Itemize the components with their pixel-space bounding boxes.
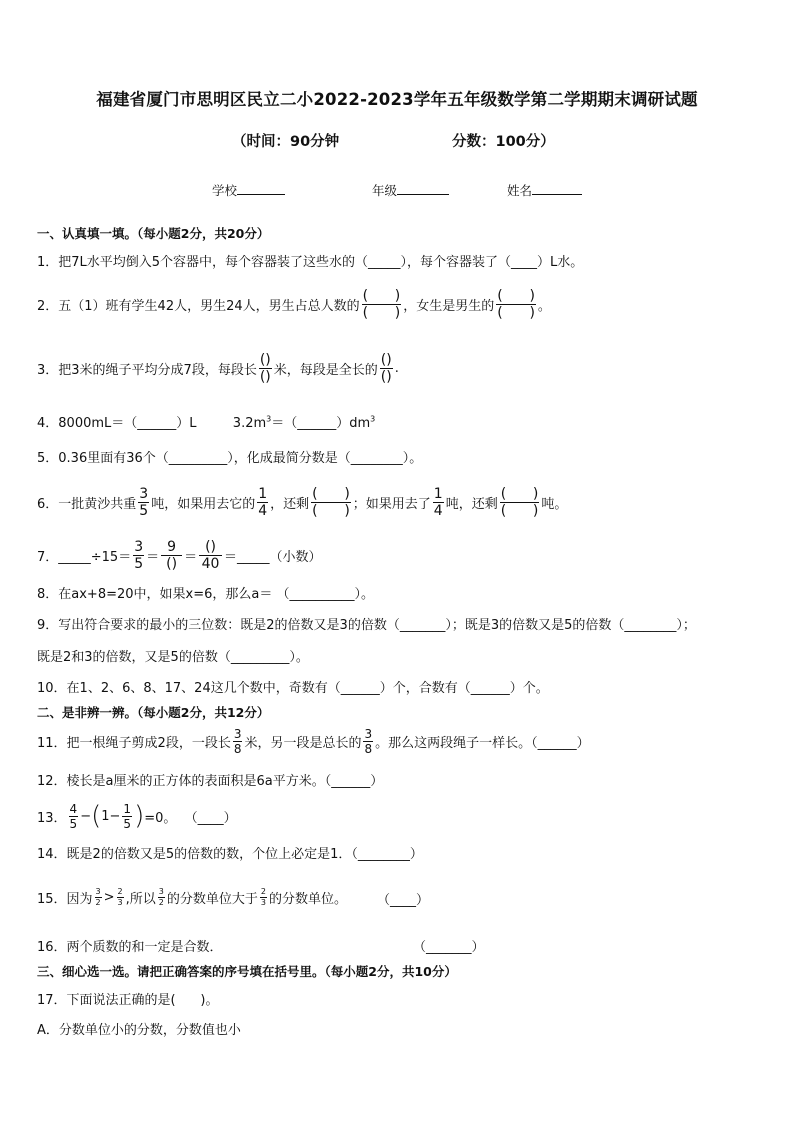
- q13-one-minus: 1−: [101, 808, 121, 824]
- name-blank[interactable]: [532, 182, 582, 195]
- q13-text-b: =0。 （____）: [144, 810, 237, 826]
- question-11: [37, 724, 590, 758]
- q15-fraction-2-3: $\frac{2}{3}$: [117, 886, 123, 907]
- q13-fraction-4-5: $\frac{4}{5}$: [69, 801, 78, 831]
- question-12: 12．棱长是a厘米的正方体的表面积是6a平方米。（______）: [37, 774, 384, 789]
- exam-score: 分数：100分）: [452, 134, 555, 150]
- q2-text-c: 。: [537, 298, 551, 314]
- q3-fraction-2: $\frac{()}{()}$: [380, 351, 392, 385]
- q6-text-f: 吨。: [541, 496, 568, 512]
- question-16: 16．两个质数的和一定是合数．: [37, 940, 223, 955]
- question-2: [37, 284, 551, 324]
- q2-fraction-1: $\frac{( )}{( )}$: [362, 287, 401, 321]
- q3-text-b: 米，每段是全长的: [273, 362, 378, 378]
- question-7: [37, 537, 322, 573]
- q2-fraction-2: $\frac{( )}{( )}$: [497, 287, 535, 321]
- question-15: [37, 882, 347, 912]
- q2-text-b: ，女生是男生的: [403, 298, 495, 314]
- q13-label: 13．: [37, 810, 67, 826]
- question-17: 17．下面说法正确的是( )。: [37, 993, 219, 1008]
- q15-text-b: ,所以: [125, 891, 156, 907]
- q6-text-b: 吨，如果用去它的: [151, 496, 256, 512]
- q11-fraction-2: $\frac{3}{8}$: [364, 726, 373, 756]
- q7-text-b: ＝_____（小数）: [224, 549, 322, 565]
- q7-fraction-1: $\frac{3}{5}$: [134, 538, 144, 572]
- q15-text-c: 的分数单位大于: [166, 891, 258, 907]
- question-3: [37, 348, 399, 388]
- q3-text-c: .: [394, 360, 399, 376]
- q7-eq-1: ＝: [146, 549, 160, 565]
- q11-text-a: 11．把一根绳子剪成2段，一段长: [37, 735, 231, 751]
- q6-text-a: 6．一批黄沙共重: [37, 496, 137, 512]
- q6-fraction-3-5: $\frac{3}{5}$: [139, 485, 149, 519]
- name-field: [507, 181, 582, 199]
- question-4: [37, 412, 375, 431]
- q7-fraction-2: $\frac{9}{()}$: [161, 540, 182, 571]
- q6-answer-fraction-2: $\frac{( )}{( )}$: [500, 485, 539, 519]
- q6-fraction-1-4: $\frac{1}{4}$: [258, 485, 268, 519]
- exam-time: （时间：90分钟: [232, 134, 340, 150]
- q7-eq-2: ＝: [184, 549, 198, 565]
- school-label: 学校: [212, 183, 238, 198]
- q4-exponent-2: 3: [370, 414, 376, 424]
- question-17-option-a: A．分数单位小的分数，分数值也小: [37, 1023, 241, 1038]
- question-13: [37, 797, 237, 835]
- q4-exponent-1: 3: [266, 414, 272, 424]
- q6-text-d: ；如果用去了: [352, 496, 431, 512]
- page-title: 福建省厦门市思明区民立二小2022-2023学年五年级数学第二学期期末调研试题: [96, 90, 698, 109]
- question-10: 10．在1、2、6、8、17、24这几个数中，奇数有（______）个，合数有（______）个。: [37, 681, 549, 696]
- question-6: [37, 481, 567, 523]
- q4-text-a: 4．8000mL＝（______）L: [37, 416, 197, 431]
- q13-left-paren: (: [91, 801, 102, 831]
- section-1-heading: 一、认真填一填。（每小题2分，共20分）: [37, 226, 270, 241]
- grade-blank[interactable]: [397, 182, 449, 195]
- q11-text-c: 。那么这两段绳子一样长。（______）: [375, 735, 590, 751]
- q11-text-b: 米，另一段是总长的: [244, 735, 362, 751]
- q15-gt: >: [103, 889, 115, 905]
- q15-fraction-3-2-b: $\frac{3}{2}$: [158, 886, 164, 907]
- q7-text-a: 7．_____÷15＝: [37, 549, 132, 565]
- school-blank[interactable]: [237, 182, 285, 195]
- grade-field: [372, 181, 449, 199]
- question-9-line-1: 9．写出符合要求的最小的三位数：既是2的倍数又是3的倍数（_______）；既是3的倍数又是5的倍数（________）；: [37, 618, 696, 633]
- q11-fraction-1: $\frac{3}{8}$: [233, 726, 242, 756]
- q4-text-b: 3.2m: [232, 416, 267, 431]
- q6-text-e: 吨，还剩: [445, 496, 498, 512]
- q7-fraction-3: $\frac{()}{40}$: [199, 540, 222, 571]
- q15-fraction-3-2: $\frac{3}{2}$: [95, 886, 101, 907]
- q15-text-a: 15．因为: [37, 891, 93, 907]
- q15-fraction-2-3-b: $\frac{2}{3}$: [260, 886, 266, 907]
- q15-text-d: 的分数单位。: [268, 891, 347, 907]
- question-5: 5．0.36里面有36个（_________），化成最简分数是（________）。: [37, 451, 423, 466]
- q3-fraction-1: $\frac{()}{()}$: [259, 351, 271, 385]
- question-14: 14．既是2的倍数又是5的倍数的数，个位上必定是1．（________）: [37, 847, 423, 862]
- question-8: 8．在ax+8=20中，如果x=6，那么a＝ （__________）。: [37, 587, 374, 602]
- q16-answer: （_______）: [413, 940, 485, 955]
- q6-answer-fraction-1: $\frac{( )}{( )}$: [312, 485, 350, 519]
- school-field: [212, 181, 285, 199]
- q2-text-a: 2．五（1）班有学生42人，男生24人，男生占总人数的: [37, 298, 360, 314]
- q4-text-c: ＝（______）dm: [271, 416, 371, 431]
- q6-text-c: ，还剩: [270, 496, 310, 512]
- q13-fraction-1-5: $\frac{1}{5}$: [123, 801, 132, 831]
- question-9-line-2: 既是2和3的倍数，又是5的倍数（_________）。: [37, 650, 309, 665]
- name-label: 姓名: [507, 183, 533, 198]
- q13-right-paren: ): [134, 801, 145, 831]
- section-3-heading: 三、细心选一选。请把正确答案的序号填在括号里。（每小题2分，共10分）: [37, 964, 457, 979]
- question-1: 1．把7L水平均倒入5个容器中，每个容器装了这些水的（_____），每个容器装了（____）L水。: [37, 255, 584, 270]
- q3-text-a: 3．把3米的绳子平均分成7段，每段长: [37, 362, 257, 378]
- q6-fraction-1-4-b: $\frac{1}{4}$: [433, 485, 443, 519]
- section-2-heading: 二、是非辨一辨。（每小题2分，共12分）: [37, 705, 270, 720]
- grade-label: 年级: [372, 183, 398, 198]
- q15-answer: （____）: [377, 893, 430, 908]
- q13-minus: −: [80, 808, 92, 824]
